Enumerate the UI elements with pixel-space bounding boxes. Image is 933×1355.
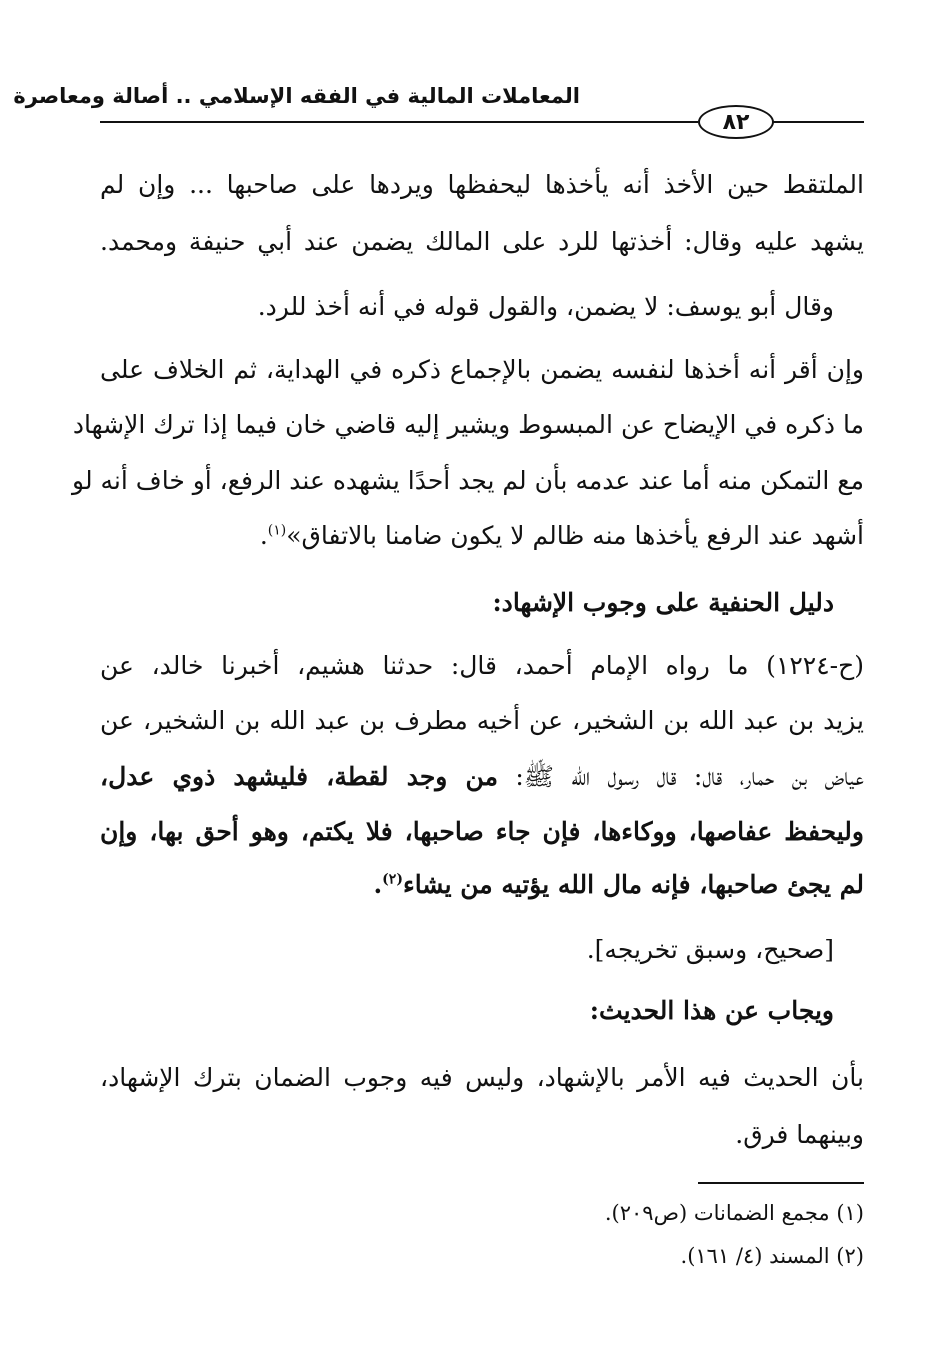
section-heading: دليل الحنفية على وجوب الإشهاد: — [492, 588, 834, 617]
section-heading: ويجاب عن هذا الحديث: — [589, 996, 834, 1025]
hadith-line — [100, 870, 864, 900]
footnote: (١) مجمع الضمانات (ص٢٠٩). — [604, 1201, 864, 1225]
hadith-period: . — [373, 870, 383, 899]
paragraph-line: ما ذكره في الإيضاح عن المبسوط ويشير إليه قاضي خان فيما إذا ترك الإشهاد — [72, 410, 864, 439]
hadith-line — [100, 762, 864, 792]
hadith-text: لم يجئ صاحبها، فإنه مال الله يؤتيه من يشاء — [402, 870, 864, 899]
page-number — [698, 105, 774, 139]
paragraph-line: وإن أقر أنه أخذها لنفسه يضمن بالإجماع ذكره في الهداية، ثم الخلاف على — [100, 355, 864, 384]
quote-period: . — [259, 521, 268, 550]
quote-text: أشهد عند الرفع يأخذها منه ظالم لا يكون ضامنا بالاتفاق» — [286, 521, 864, 550]
header-rule — [100, 121, 698, 123]
footnote: (٢) المسند (٤/ ١٦١). — [680, 1244, 864, 1268]
paragraph-line: يشهد عليه وقال: أخذتها للرد على المالك يضمن عند أبي حنيفة ومحمد. — [100, 227, 864, 256]
hadith-text: من وجد لقطة، فليشهد ذوي عدل، — [100, 762, 498, 791]
running-header-title: المعاملات المالية في الفقه الإسلامي .. أصالة ومعاصرة — [13, 84, 580, 108]
header-rule — [772, 121, 864, 123]
paragraph-line: وقال أبو يوسف: لا يضمن، والقول قوله في أنه أخذ للرد. — [257, 292, 834, 321]
footnote-rule — [698, 1182, 864, 1184]
hadith-line: يزيد بن عبد الله بن الشخير، عن أخيه مطرف بن عبد الله بن الشخير، عن — [100, 706, 864, 735]
hadith-line: وليحفظ عفاصها، ووكاءها، فإن جاء صاحبها، فلا يكتم، وهو أحق بها، وإن — [100, 817, 864, 846]
paragraph-line: وبينهما فرق. — [735, 1120, 864, 1149]
footnote-ref: (١) — [267, 522, 287, 539]
page-number-label: ٨٢ — [722, 109, 750, 135]
footnote-ref: (٢) — [382, 871, 403, 888]
hadith-line: (ح-١٢٢٤) ما رواه الإمام أحمد، قال: حدثنا هشيم، أخبرنا خالد، عن — [100, 651, 864, 680]
paragraph-line: بأن الحديث فيه الأمر بالإشهاد، وليس فيه وجوب الضمان بترك الإشهاد، — [100, 1063, 864, 1092]
paragraph-line: مع التمكن منه أما عند عدمه بأن لم يجد أحدًا يشهده عند الرفع، أو خاف أنه لو — [72, 466, 864, 495]
hadith-grade: [صحيح، وسبق تخريجه]. — [586, 935, 834, 964]
paragraph-line: الملتقط حين الأخذ أنه يأخذها ليحفظها ويردها على صاحبها ... وإن لم — [100, 170, 864, 199]
paragraph-line — [100, 521, 864, 551]
hadith-chain: عياض بن حمار، قال: قال رسول الله ﷺ: — [497, 762, 864, 791]
